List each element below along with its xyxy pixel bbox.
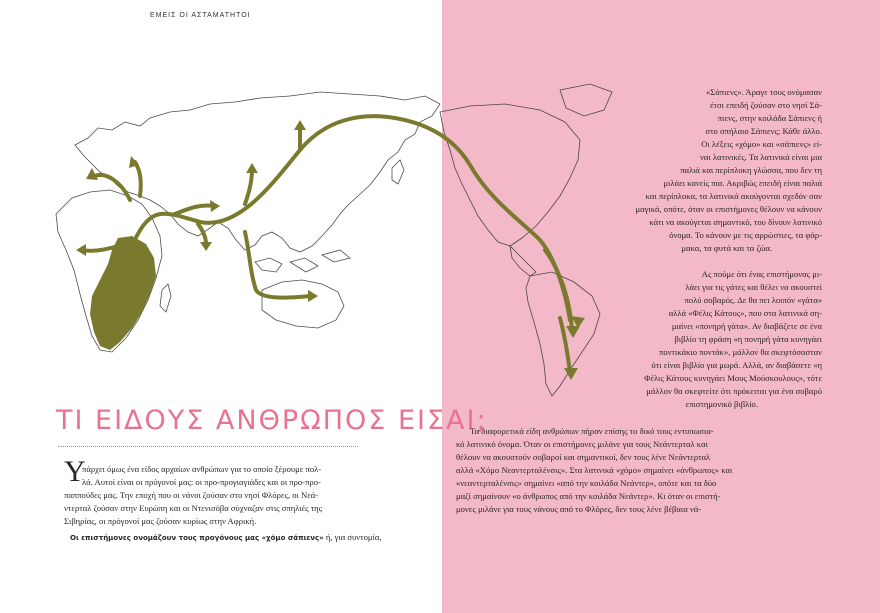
section-heading: ΤΙ ΕΙΔΟΥΣ ΑΝΘΡΩΠΟΣ ΕΙΣΑΙ; <box>56 405 488 436</box>
text-line: πολύ σοβαρός. Δε θα πει λοιπόν «γάτα» <box>684 295 822 305</box>
text-line: μάλλον θα σκεφτείτε ότι πρόκειται για ένα σοβαρό <box>646 386 822 396</box>
text-line: βιβλίο τη φράση «η πονηρή γάτα κυνηγάει <box>674 334 822 344</box>
text-line: αλλά «Χόμο Νεαντερταλένσις». Στα λατινικά «χόμο» σημαίνει «άνθρωπος» και <box>456 465 733 475</box>
text-line: λά. Αυτοί είναι οι πρόγονοί μας: οι προ-προγιαγιάδες και οι προ-προ- <box>82 477 321 487</box>
text-line: μιλάει κανείς πια. Ακριβώς επειδή είναι παλιά <box>663 178 822 188</box>
heading-divider <box>58 446 358 447</box>
africa-origin-shape <box>90 236 156 350</box>
text-line: κό λατινικό όνομα. Όταν οι επιστήμονες μιλάνε για τους Νεάντερταλ και <box>456 439 708 449</box>
drop-cap: Υ <box>64 455 86 488</box>
migration-arrows <box>82 116 572 372</box>
arrowhead-icon <box>564 368 578 380</box>
route-central-asia <box>245 170 252 204</box>
arrowhead-icon <box>294 120 306 130</box>
text-line: Ας πούμε ότι ένας επιστήμονας μι- <box>701 269 822 279</box>
text-line: ναι λατινικές. Τα λατινικά είναι μια <box>699 152 822 162</box>
arrowhead-icon <box>246 163 258 173</box>
text-line: «Σάπιενς». Άραγε τους ονόμασαν <box>705 87 822 97</box>
text-line: μαίνει «πονηρή γάτα». Αν διαβάζετε σε ένα <box>671 321 822 331</box>
text-line: μαζί σημαίνουν «ο άνθρωπος από την κοιλάδα Νεάντερ». Κι όταν οι επιστή- <box>456 491 721 501</box>
arrowhead-icon <box>200 242 212 251</box>
australia-outline <box>262 280 344 328</box>
text-line-last <box>70 531 381 545</box>
text-line: όνομα. Το κάνουν με τις αρρώστιες, τα φάρ- <box>669 230 822 240</box>
north-america-outline <box>440 104 580 246</box>
handwritten-emphasis: Οι επιστήμονες ονομάζουν τους προγόνους μας «χόμο σάπιενς» <box>70 534 324 542</box>
text-line: πιενς, στην κοιλάδα Σάπιενς ή <box>717 113 822 123</box>
japan-outline <box>392 160 404 184</box>
text-line: έτσι επειδή ζούσαν στο νησί Σά- <box>709 100 822 110</box>
text-line: παππούδες μας. Την εποχή που οι νάνοι ζούσαν στο νησί Φλόρες, οι Νεά- <box>64 490 319 500</box>
text-line: Οι λέξεις «χόμο» και «σάπιενς» εί- <box>701 139 822 149</box>
text-line: ντερταλ ζούσαν στην Ευρώπη και οι Ντενισόβα σύχναζαν στις σπηλιές της <box>64 503 323 513</box>
text-line: παλιά και περίπλοκη γλώσσα, που δεν τη <box>680 165 822 175</box>
route-middle-east <box>175 205 215 214</box>
continent-outlines <box>56 84 612 396</box>
central-america-outline <box>510 246 536 276</box>
greenland-outline <box>560 84 612 116</box>
text-line: επιστημονικό βιβλίο. <box>685 399 758 409</box>
text-line: ποντικάκιο ποντάκ», μάλλον θα σκεφτόσασταν <box>659 347 822 357</box>
text-line: αλλά «Φέλις Κάτους», που στα λατινικά ση- <box>668 308 822 318</box>
route-southeast <box>245 232 310 298</box>
text-line: θέλουν να ακουστούν σοβαροί και σημαντικοί, δεν τους λένε Νεάντερταλ <box>456 452 711 462</box>
text-line: κάτι να ακούγεται σημαντικό, του δίνουν λατινικό <box>649 217 822 227</box>
arrowhead-icon <box>210 200 220 212</box>
madagascar-outline <box>160 284 171 312</box>
arrowhead-icon <box>76 244 86 256</box>
text-line: «νεαντερταλένσις» σημαίνει «από την κοιλάδα Νεάντερ», οπότε και τα δύο <box>456 478 717 488</box>
text-line: μακα, τα φυτά και τα ζώα. <box>681 243 772 253</box>
route-europe <box>95 175 130 200</box>
route-east-americas <box>395 118 570 320</box>
text-line: και περίπλοκα, τα λατινικά ακούγονται σχεδόν σαν <box>645 191 822 201</box>
text-fragment: ή, για συντομία, <box>323 532 382 542</box>
text-line: Τα διαφορετικά είδη ανθρώπων πήραν επίσης το δικό τους εντυπωσια- <box>470 426 714 436</box>
arrow-heads <box>76 120 585 380</box>
text-line: Σιβηρίας, οι πρόγονοί μας ζούσαν κυρίως στην Αφρική. <box>64 516 257 526</box>
route-india <box>198 224 206 244</box>
text-line: μονες μιλάνε για τους νάνους από το Φλόρες, δεν τους λένε βέβαια νά- <box>456 504 702 514</box>
text-line: στο σπήλαιο Σάπιενς; Κάθε άλλο. <box>705 126 822 136</box>
text-line: μαγικά, οπότε, όταν οι επιστήμονες θέλουν να κάνουν <box>635 204 822 214</box>
route-north <box>135 162 141 196</box>
text-line: πάρχει όμως ένα είδος αρχαίων ανθρώπων για το οποίο ξέρουμε πολ- <box>82 464 322 474</box>
text-line: ότι είναι βιβλίο για μωρά. Αλλά, αν διαβάσετε «η <box>651 360 822 370</box>
text-line: Φέλις Κάτους κυνηγάει Μους Μούσκουλους», τότε <box>644 373 822 383</box>
arrowhead-icon <box>308 290 318 302</box>
route-main-east <box>130 116 395 250</box>
text-line: λάει για τις γάτες και θέλει να ακουστεί <box>685 282 822 292</box>
running-title: ΕΜΕΙΣ ΟΙ ΑΣΤΑΜΑΤΗΤΟΙ <box>150 12 251 19</box>
sea-islands-outline <box>255 250 350 272</box>
